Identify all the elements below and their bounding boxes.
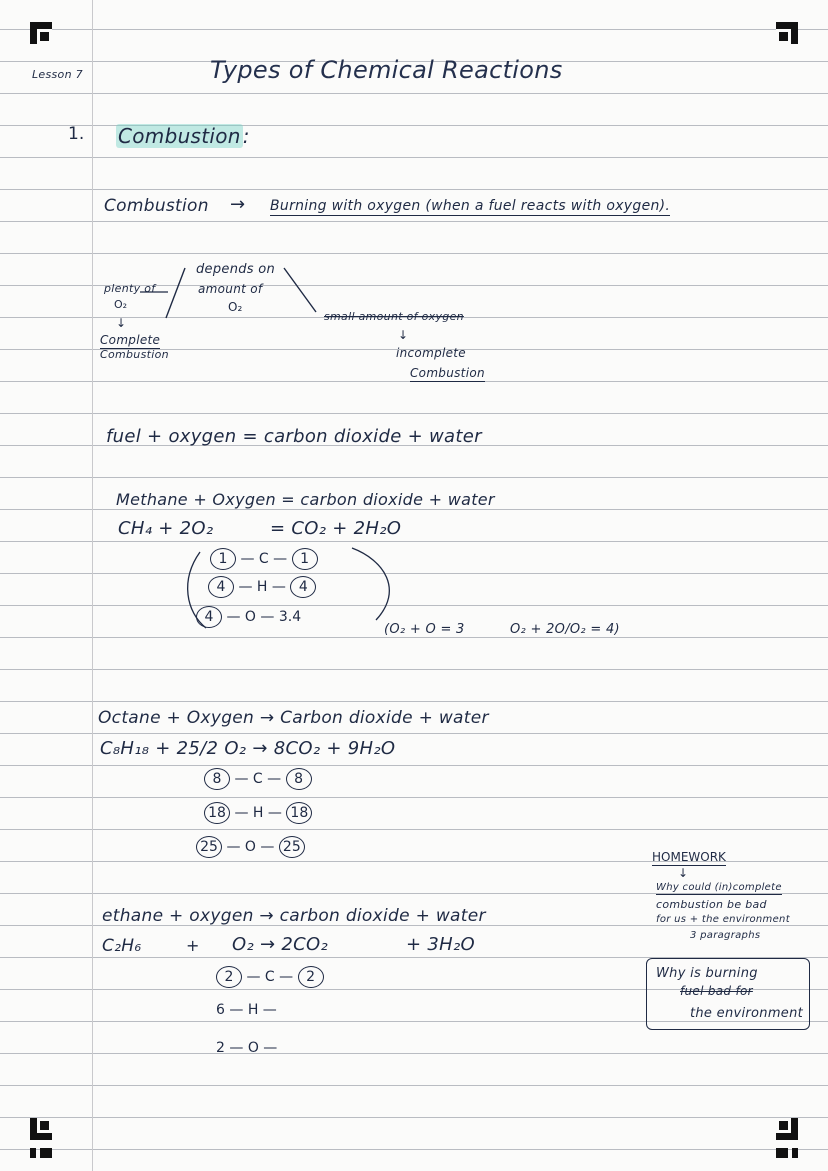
ethane-h-left: 6 [216,1002,225,1018]
ethane-c-dash2: — [274,969,298,985]
definition-text: Burning with oxygen (when a fuel reacts with oxygen). [270,198,671,214]
methane-row-c [210,548,318,570]
complete-arrow: ↓ [116,316,127,330]
homework-box-line-3: the environment [690,1006,804,1021]
octane-c-left: 8 [204,768,230,790]
methane-h-symbol: H [256,579,268,595]
complete-label: Complete [100,333,161,347]
ethane-word-equation: ethane + oxygen → carbon dioxide + water [102,906,486,926]
octane-h-left: 18 [204,802,230,824]
homework-title: HOMEWORK [652,850,726,864]
octane-h-dash1: — [234,805,253,821]
homework-box-line-2: fuel bad for [680,984,753,998]
ethane-h-symbol: H [247,1002,259,1018]
homework-line-4: 3 paragraphs [690,930,761,941]
ethane-c-symbol: C [264,969,275,985]
octane-o-left: 25 [196,836,222,858]
ethane-h-dash2: — [258,1002,277,1018]
ethane-row-c [216,966,324,988]
octane-row-c [204,768,312,790]
methane-h-right: 4 [290,576,316,598]
methane-c-atom: — [240,551,259,567]
ethane-c-right: 2 [298,966,324,988]
octane-h-dash2: — [263,805,287,821]
complete-combustion-label: Combustion [100,348,169,361]
homework-box-line-1: Why is burning [656,966,758,981]
ethane-o-symbol: O [247,1040,259,1056]
ethane-formula-3: O₂ → 2CO₂ [232,934,329,955]
methane-word-equation: Methane + Oxygen = carbon dioxide + water [116,490,495,509]
general-equation: fuel + oxygen = carbon dioxide + water [106,426,482,447]
methane-o-dash1: — [226,609,245,625]
methane-row-h [208,576,316,598]
octane-row-h [204,802,312,824]
homework-line-2: combustion be bad [656,898,767,911]
methane-o-dash2: — [255,609,279,625]
octane-c-symbol: C [252,771,263,787]
octane-o-right: 25 [279,836,305,858]
o2-label: O₂ [228,300,243,314]
octane-word-equation: Octane + Oxygen → Carbon dioxide + water [98,708,489,728]
homework-arrow: ↓ [678,866,689,880]
plenty-of-label: plenty of [104,282,156,295]
lesson-label: Lesson 7 [32,68,83,81]
octane-formula: C₈H₁₈ + 25/2 O₂ → 8CO₂ + 9H₂O [100,738,396,759]
ethane-o-dash2: — [258,1040,278,1056]
octane-o-dash1: — [226,839,245,855]
octane-o-symbol: O [244,839,256,855]
homework-line-1: Why could (in)complete [656,882,782,893]
octane-row-o [196,836,305,858]
incomplete-arrow: ↓ [398,328,409,342]
definition-arrow: → [230,194,246,215]
octane-c-dash1: — [234,771,253,787]
octane-o-dash2: — [255,839,279,855]
methane-c-dash: — [268,551,292,567]
methane-c-symbol: C [258,551,269,567]
section-number: 1. [68,124,85,144]
octane-h-symbol: H [252,805,264,821]
homework-line-3: for us + the environment [656,914,790,925]
octane-c-right: 8 [286,768,312,790]
octane-c-dash2: — [262,771,286,787]
methane-h-left: 4 [208,576,234,598]
ethane-formula-4: + 3H₂O [406,934,475,955]
small-amount-label: small amount of oxygen [324,310,464,323]
methane-formula-left: CH₄ + 2O₂ [118,518,214,539]
heading-colon: : [242,124,250,148]
section-heading-text: Combustion [118,124,241,148]
incomplete-label: incomplete [396,346,466,360]
methane-note-1: (O₂ + O = 3 [384,622,465,637]
methane-c-right: 1 [292,548,318,570]
ethane-formula-1: C₂H₆ [102,936,142,956]
methane-row-o [196,606,301,628]
methane-h-dash2: — [267,579,291,595]
ethane-o-dash1: — [229,1040,248,1056]
ethane-row-o [216,1040,277,1056]
ethane-row-h [216,1002,277,1018]
depends-on-label: depends on [196,262,276,277]
ethane-o-left: 2 [216,1040,225,1056]
methane-h-dash1: — [238,579,257,595]
page-title: Types of Chemical Reactions [210,56,563,84]
methane-note-2: O₂ + 2O/O₂ = 4) [510,622,620,637]
ethane-c-left: 2 [216,966,242,988]
plenty-o2-label: O₂ [114,298,128,311]
octane-h-right: 18 [286,802,312,824]
definition-term: Combustion [104,196,209,216]
amount-of-label: amount of [198,282,263,296]
incomplete-combustion-label: Combustion [410,366,485,380]
methane-o-left: 4 [196,606,222,628]
ethane-formula-2: + [186,936,200,955]
methane-o-symbol: O [244,609,256,625]
methane-formula-right: = CO₂ + 2H₂O [270,518,402,539]
methane-o-right: 3.4 [278,609,302,625]
methane-c-left: 1 [210,548,236,570]
ethane-c-dash1: — [246,969,265,985]
ethane-h-dash1: — [229,1002,248,1018]
